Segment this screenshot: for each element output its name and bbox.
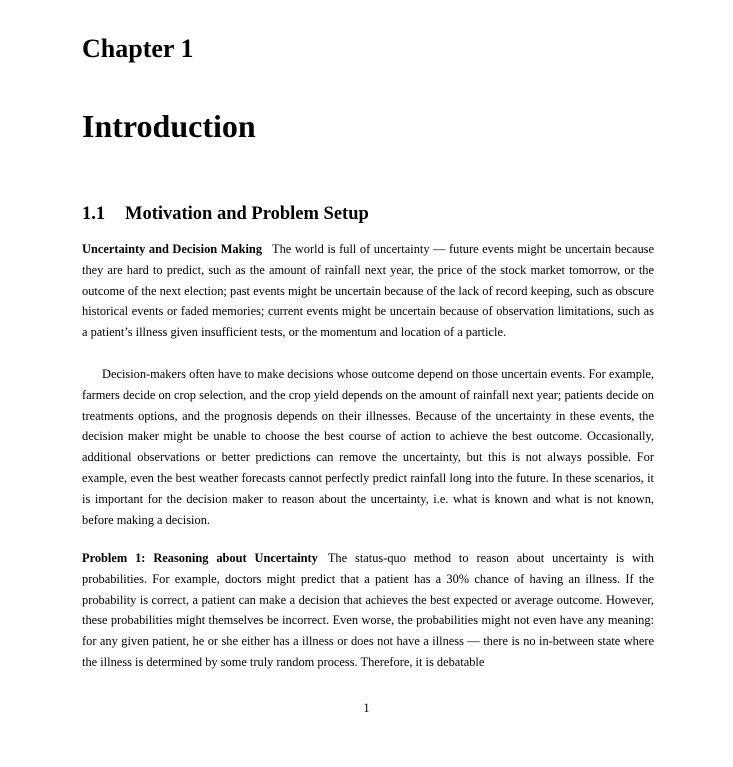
paragraph-text: The status-quo method to reason about uncertainty is with probabilities. For example, doctors might predict that a patient has a 30% chance of having an illness. If the probability is correct, a patient can make a decision that achieves the best expected or average outcome. However, these probabilities might themselves be incorrect. Even worse, the probabilities might not even have any meaning: for any given patient, he or she either has a illness or does not have a illness — there is no in-between state where the illness is determined by some truly random process. Therefore, it is debatable xyxy=(82,551,654,669)
paragraph-title: Uncertainty and Decision Making xyxy=(82,242,263,256)
section-number: 1.1 xyxy=(82,204,106,224)
chapter-title: Introduction xyxy=(82,108,256,144)
section-heading xyxy=(82,200,369,228)
chapter-label: Chapter 1 xyxy=(82,34,194,63)
paragraph-title: Problem 1: Reasoning about Uncertainty xyxy=(82,551,318,565)
section-title: Motivation and Problem Setup xyxy=(125,204,369,224)
paragraph-uncertainty-and-decision-making xyxy=(82,239,654,343)
paragraph-text: Decision-makers often have to make decisions whose outcome depend on those uncertain events. For example, farmers decide on crop selection, and the crop yield depends on the amount of rainfall next year; patients decide on treatments options, and the prognosis depends on their illnesses. Because of the uncertainty in these events, the decision maker might be unable to choose the best course of action to achieve the best outcome. Occasionally, additional observations or better predictions can remove the uncertainty, but this is not always possible. For example, even the best weather forecasts cannot perfectly predict rainfall long into the future. In these scenarios, it is important for the decision maker to reason about the uncertainty, i.e. what is known and what is not known, before making a decision. xyxy=(82,367,654,527)
paragraph-decision-makers xyxy=(82,364,654,530)
paragraph-reasoning-about-uncertainty xyxy=(82,548,654,673)
paragraph-text: The world is full of uncertainty — future events might be uncertain because they are hard to predict, such as the amount of rainfall next year, the price of the stock market tomorrow, or the outcome of the next election; past events might be uncertain because of the lack of record keeping, such as obscure historical events or faded memories; current events might be uncertain because of observation limitations, such as a patient’s illness given insufficient tests, or the momentum and location of a particle. xyxy=(82,242,654,340)
page-number: 1 xyxy=(363,701,370,715)
